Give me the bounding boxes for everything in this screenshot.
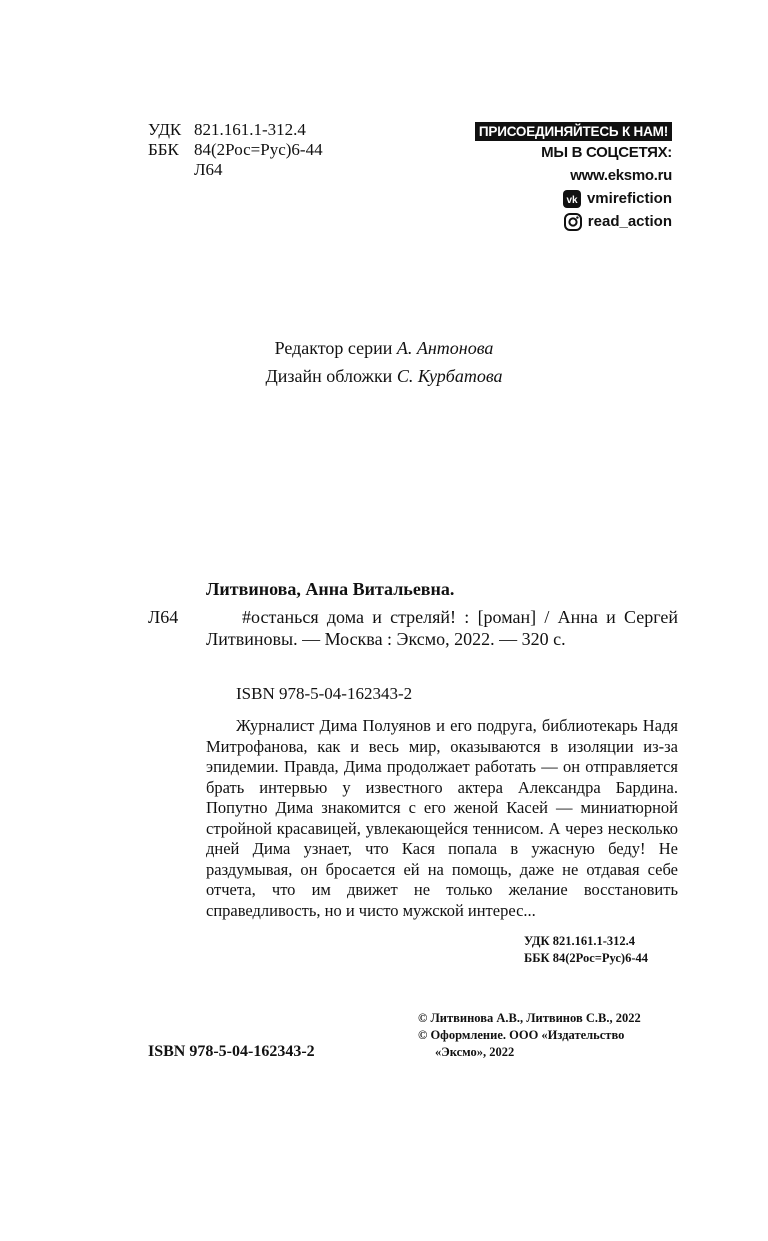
copyright-block	[418, 1010, 641, 1061]
design-name: С. Курбатова	[396, 366, 503, 386]
credits-block	[0, 334, 768, 390]
udk-value: 821.161.1-312.4	[194, 120, 306, 139]
copyright-authors: © Литвинова А.В., Литвинов С.В., 2022	[418, 1011, 641, 1025]
catalog-sign: Л64	[148, 607, 179, 627]
catalog-annotation: Журналист Дима Полуянов и его подруга, библиотекарь Надя Митрофанова, как и весь мир, оказываются в изоляции из-за эпидемии. Правда, Дима продолжает работать — он отправляется брать интервью у известного актера Александра Бардина. Попутно Дима знакомится с его женой Касей — миниатюрной стройной красавицей, увлекающейся теннисом. А через несколько дней Дима узнает, что Кася попала в ужасную беду! Не раздумывая, он бросается ей на помощь, даже не отдавая себе отчета, что им движет не только желание восстановить справедливость, но и чисто мужской интерес...	[206, 716, 678, 920]
copyright-design: © Оформление. ООО «Издательство	[418, 1028, 625, 1042]
series-editor-line	[0, 334, 768, 362]
social-block	[475, 122, 672, 233]
catalog-isbn: ISBN 978-5-04-162343-2	[236, 684, 413, 703]
social-subtitle: МЫ В СОЦСЕТЯХ:	[541, 144, 672, 161]
vk-icon	[563, 190, 581, 208]
classification-block	[148, 120, 323, 180]
join-banner: ПРИСОЕДИНЯЙТЕСЬ К НАМ!	[475, 122, 672, 141]
bbk-label: ББК	[148, 140, 179, 159]
author-sign: Л64	[194, 160, 223, 179]
catalog-bbk: ББК 84(2Рос=Рус)6-44	[524, 951, 648, 965]
vk-handle: vmirefiction	[586, 190, 672, 207]
editor-name: А. Антонова	[396, 338, 494, 358]
instagram-handle: read_action	[587, 213, 672, 230]
bbk-value: 84(2Рос=Рус)6-44	[194, 140, 323, 159]
svg-text:vk: vk	[566, 194, 578, 206]
catalog-udk: УДК 821.161.1-312.4	[524, 934, 635, 948]
instagram-row[interactable]	[475, 210, 672, 233]
copyright-publisher: «Эксмо», 2022	[435, 1045, 515, 1059]
catalog-classification	[524, 933, 648, 967]
footer-isbn: ISBN 978-5-04-162343-2	[148, 1043, 315, 1060]
catalog-author-heading: Литвинова, Анна Витальевна.	[206, 579, 455, 599]
catalog-description: #останься дома и стреляй! : [роман] / Анна и Сергей Литвиновы. — Москва : Эксмо, 2022. — 320 с.	[206, 607, 678, 649]
editor-role: Редактор серии	[274, 338, 393, 358]
instagram-icon	[564, 213, 582, 231]
site-link[interactable]: www.eksmo.ru	[570, 167, 672, 184]
design-role: Дизайн обложки	[265, 366, 393, 386]
udk-label: УДК	[148, 120, 182, 139]
cover-design-line	[0, 362, 768, 390]
vk-row[interactable]	[475, 187, 672, 210]
